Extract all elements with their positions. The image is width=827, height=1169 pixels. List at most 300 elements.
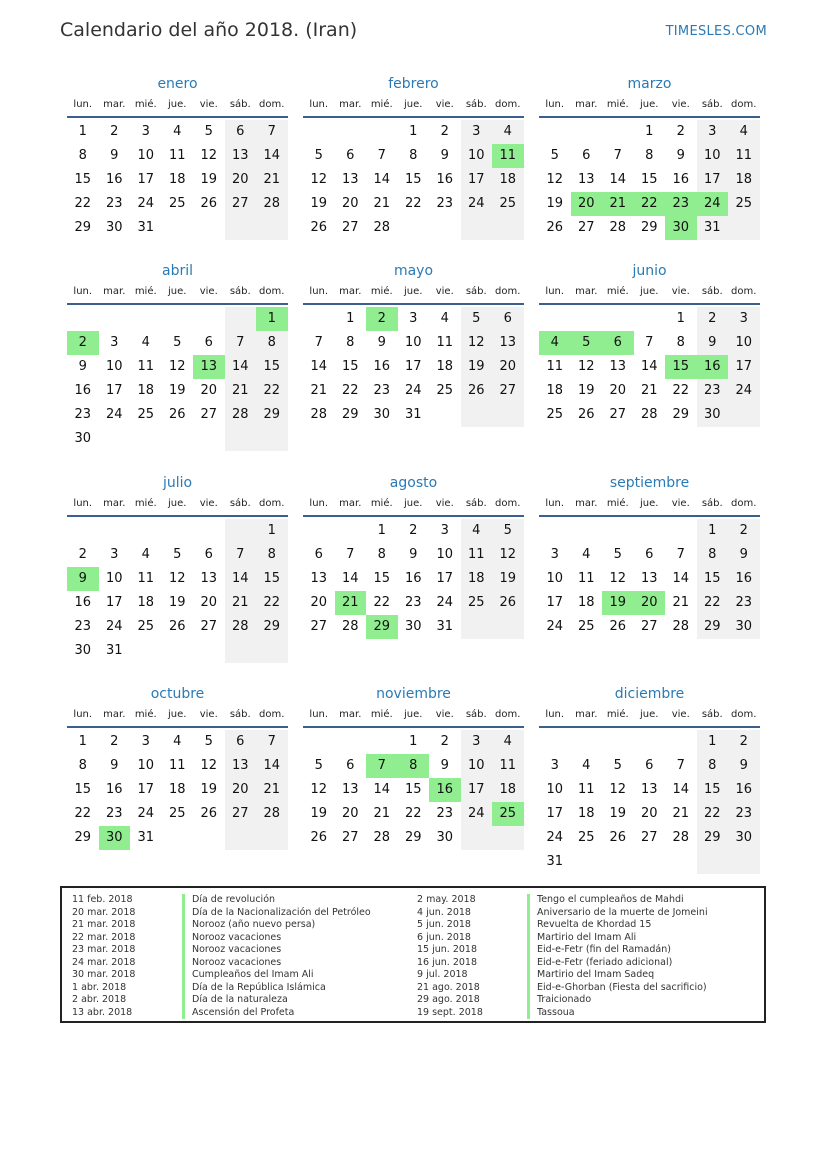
day-cell: 3: [461, 730, 493, 754]
day-cell: 17: [461, 778, 493, 802]
holiday-name: Norooz (año nuevo persa): [182, 919, 315, 932]
weekday-label: jue.: [168, 286, 187, 297]
day-cell: 24: [697, 192, 729, 216]
day-cell: 3: [141, 124, 150, 139]
day-cell: 9: [377, 335, 386, 350]
day-cell: 23: [436, 196, 454, 211]
month-name: agosto: [389, 475, 438, 491]
day-cell: 5: [314, 148, 323, 163]
legend-row: [417, 932, 757, 945]
empty-cell: [67, 307, 99, 331]
weekday-label: sáb.: [701, 498, 723, 509]
day-cell: 13: [200, 571, 218, 586]
weekday-label: lun.: [73, 286, 93, 297]
weekday-label: jue.: [640, 286, 659, 297]
weekday-label: dom.: [495, 498, 521, 509]
empty-cell: [162, 307, 194, 331]
empty-cell: [634, 850, 666, 874]
day-cell: 24: [105, 619, 123, 634]
weekday-label: mar.: [103, 709, 126, 720]
brand-logo[interactable]: TIMESLES.COM: [665, 24, 767, 39]
legend-row: [417, 907, 757, 920]
day-cell: 28: [341, 619, 359, 634]
day-cell: 6: [204, 547, 213, 562]
empty-cell: [162, 427, 194, 451]
day-cell: 11: [577, 782, 595, 797]
weekday-label: dom.: [731, 498, 757, 509]
empty-cell: [335, 730, 367, 754]
day-cell: 25: [577, 619, 595, 634]
day-cell: 27: [225, 802, 257, 826]
weekday-label: jue.: [640, 498, 659, 509]
day-cell: 6: [225, 120, 257, 144]
weekday-label: vie.: [199, 498, 218, 509]
month-name: junio: [632, 263, 667, 279]
weekday-label: mar.: [103, 498, 126, 509]
weekday-label: dom.: [259, 99, 285, 110]
day-cell: 13: [225, 754, 257, 778]
holiday-legend: [60, 886, 766, 1023]
day-cell: 5: [571, 331, 603, 355]
legend-row: [72, 907, 412, 920]
day-cell: 11: [137, 571, 155, 586]
day-cell: 2: [440, 734, 449, 749]
weekday-label: mié.: [606, 286, 629, 297]
day-cell: 10: [461, 754, 493, 778]
day-cell: 16: [672, 172, 690, 187]
empty-cell: [634, 730, 666, 754]
day-cell: 27: [200, 407, 218, 422]
day-cell: 3: [461, 120, 493, 144]
day-cell: 23: [665, 192, 697, 216]
month-julio: [67, 471, 288, 682]
day-cell: 30: [697, 403, 729, 427]
day-cell: 8: [676, 335, 685, 350]
empty-cell: [225, 519, 257, 543]
day-cell: 23: [74, 619, 92, 634]
empty-cell: [99, 307, 131, 331]
day-cell: 20: [492, 355, 524, 379]
month-name: marzo: [627, 76, 672, 92]
empty-cell: [303, 120, 335, 144]
weekday-label: jue.: [640, 99, 659, 110]
day-cell: 3: [110, 547, 119, 562]
day-cell: 5: [461, 307, 493, 331]
day-cell: 26: [461, 379, 493, 403]
weekday-label: mié.: [134, 286, 157, 297]
day-cell: 2: [676, 124, 685, 139]
month-junio: [539, 259, 760, 471]
day-cell: 23: [728, 591, 760, 615]
holiday-name: Día de la República Islámica: [182, 982, 326, 995]
day-cell: 31: [105, 643, 123, 658]
day-cell: 16: [697, 355, 729, 379]
day-cell: 28: [373, 830, 391, 845]
weekday-label: dom.: [259, 709, 285, 720]
empty-cell: [130, 307, 162, 331]
weekday-label: mar.: [339, 498, 362, 509]
month-septiembre: [539, 471, 760, 682]
day-cell: 2: [366, 307, 398, 331]
day-cell: 14: [373, 172, 391, 187]
day-cell: 1: [256, 519, 288, 543]
day-cell: 15: [697, 567, 729, 591]
month-name: noviembre: [376, 686, 451, 702]
month-mayo: [303, 259, 524, 471]
legend-row: [72, 944, 412, 957]
day-cell: 31: [546, 854, 564, 869]
day-cell: 8: [697, 754, 729, 778]
day-cell: 19: [461, 355, 493, 379]
day-cell: 14: [672, 571, 690, 586]
day-cell: 29: [341, 407, 359, 422]
month-febrero: [303, 72, 524, 259]
day-cell: 1: [409, 734, 418, 749]
weekday-label: lun.: [309, 498, 329, 509]
day-cell: 2: [409, 523, 418, 538]
legend-row: [417, 994, 757, 1007]
day-grid: [303, 519, 524, 639]
day-cell: 10: [436, 547, 454, 562]
weekday-label: sáb.: [229, 709, 251, 720]
weekday-label: dom.: [495, 99, 521, 110]
month-name: enero: [157, 76, 198, 92]
day-cell: 21: [373, 806, 391, 821]
weekday-label: jue.: [404, 286, 423, 297]
day-cell: 19: [168, 383, 186, 398]
day-cell: 31: [137, 830, 155, 845]
legend-row: [417, 894, 757, 907]
day-cell: 24: [461, 802, 493, 826]
day-cell: 23: [105, 806, 123, 821]
day-cell: 22: [672, 383, 690, 398]
day-cell: 1: [256, 307, 288, 331]
day-cell: 27: [310, 619, 328, 634]
day-cell: 22: [341, 383, 359, 398]
day-cell: 11: [492, 754, 524, 778]
day-cell: 20: [225, 778, 257, 802]
weekday-label: sáb.: [229, 286, 251, 297]
empty-cell: [571, 850, 603, 874]
holiday-date: 16 jun. 2018: [417, 956, 478, 968]
day-cell: 28: [672, 619, 690, 634]
weekday-label: mié.: [606, 709, 629, 720]
day-cell: 24: [461, 192, 493, 216]
weekday-label: dom.: [495, 286, 521, 297]
day-cell: 19: [310, 806, 328, 821]
day-cell: 19: [492, 567, 524, 591]
day-cell: 11: [168, 148, 186, 163]
day-cell: 8: [398, 754, 430, 778]
day-cell: 11: [137, 359, 155, 374]
empty-cell: [193, 216, 225, 240]
weekday-label: lun.: [309, 99, 329, 110]
day-cell: 23: [404, 595, 422, 610]
day-cell: 18: [461, 567, 493, 591]
weekday-label: lun.: [73, 99, 93, 110]
legend-row: [72, 919, 412, 932]
weekday-label: mié.: [370, 286, 393, 297]
day-grid: [539, 519, 760, 639]
day-cell: 18: [577, 595, 595, 610]
holiday-name: Día de la naturaleza: [182, 994, 288, 1007]
day-cell: 16: [728, 567, 760, 591]
day-cell: 29: [256, 403, 288, 427]
day-cell: 14: [373, 782, 391, 797]
weekday-label: sáb.: [465, 99, 487, 110]
empty-cell: [429, 216, 461, 240]
weekday-header: [539, 94, 760, 118]
day-cell: 9: [728, 543, 760, 567]
empty-cell: [602, 850, 634, 874]
day-cell: 3: [440, 523, 449, 538]
day-cell: 2: [697, 307, 729, 331]
day-cell: 28: [256, 802, 288, 826]
day-cell: 9: [697, 331, 729, 355]
day-cell: 14: [310, 359, 328, 374]
weekday-label: lun.: [73, 498, 93, 509]
day-cell: 16: [105, 172, 123, 187]
day-cell: 8: [697, 543, 729, 567]
weekday-header: [67, 281, 288, 305]
day-cell: 20: [341, 806, 359, 821]
weekday-label: mié.: [134, 498, 157, 509]
day-cell: 7: [676, 547, 685, 562]
day-cell: 23: [728, 802, 760, 826]
weekday-header: [303, 704, 524, 728]
empty-cell: [193, 307, 225, 331]
day-cell: 29: [697, 615, 729, 639]
empty-cell: [728, 403, 760, 427]
month-abril: [67, 259, 288, 471]
day-cell: 7: [225, 331, 257, 355]
weekday-label: lun.: [545, 286, 565, 297]
holiday-name: Eid-e-Fetr (fin del Ramadán): [527, 944, 671, 957]
weekday-label: jue.: [168, 99, 187, 110]
day-cell: 21: [225, 591, 257, 615]
day-cell: 17: [461, 168, 493, 192]
day-cell: 20: [640, 806, 658, 821]
day-cell: 9: [110, 148, 119, 163]
day-cell: 3: [141, 734, 150, 749]
day-cell: 1: [78, 734, 87, 749]
day-cell: 27: [225, 192, 257, 216]
day-cell: 15: [341, 359, 359, 374]
day-cell: 16: [728, 778, 760, 802]
weekday-header: [539, 704, 760, 728]
holiday-name: Ascensión del Profeta: [182, 1007, 294, 1020]
weekday-label: vie.: [435, 99, 454, 110]
empty-cell: [225, 826, 257, 850]
day-cell: 16: [436, 172, 454, 187]
day-cell: 15: [697, 778, 729, 802]
day-cell: 27: [640, 830, 658, 845]
day-cell: 16: [404, 571, 422, 586]
day-cell: 22: [256, 591, 288, 615]
weekday-label: lun.: [545, 498, 565, 509]
day-cell: 6: [346, 148, 355, 163]
day-cell: 28: [373, 220, 391, 235]
day-cell: 19: [168, 595, 186, 610]
weekday-label: sáb.: [229, 498, 251, 509]
day-cell: 10: [137, 758, 155, 773]
day-cell: 12: [168, 571, 186, 586]
day-cell: 4: [728, 120, 760, 144]
day-cell: 2: [78, 547, 87, 562]
day-cell: 9: [676, 148, 685, 163]
day-cell: 16: [74, 595, 92, 610]
weekday-label: mar.: [339, 286, 362, 297]
day-cell: 3: [728, 307, 760, 331]
day-cell: 21: [640, 383, 658, 398]
empty-cell: [99, 427, 131, 451]
empty-cell: [130, 427, 162, 451]
day-cell: 5: [314, 758, 323, 773]
day-cell: 25: [492, 192, 524, 216]
day-cell: 12: [461, 331, 493, 355]
empty-cell: [67, 519, 99, 543]
day-cell: 6: [645, 758, 654, 773]
day-cell: 18: [137, 383, 155, 398]
day-cell: 27: [492, 379, 524, 403]
day-cell: 15: [404, 782, 422, 797]
day-cell: 23: [697, 379, 729, 403]
day-cell: 25: [137, 407, 155, 422]
holiday-name: Martirio del Imam Sadeq: [527, 969, 654, 982]
day-cell: 24: [436, 595, 454, 610]
weekday-label: jue.: [404, 709, 423, 720]
day-cell: 8: [346, 335, 355, 350]
day-cell: 12: [609, 571, 627, 586]
day-cell: 5: [204, 734, 213, 749]
empty-cell: [429, 403, 461, 427]
day-cell: 4: [582, 758, 591, 773]
weekday-label: mié.: [370, 498, 393, 509]
empty-cell: [193, 427, 225, 451]
weekday-label: vie.: [435, 286, 454, 297]
day-cell: 21: [256, 778, 288, 802]
day-cell: 24: [546, 619, 564, 634]
day-cell: 27: [200, 619, 218, 634]
weekday-label: vie.: [199, 286, 218, 297]
empty-cell: [256, 427, 288, 451]
empty-cell: [130, 639, 162, 663]
day-cell: 21: [335, 591, 367, 615]
weekday-label: dom.: [731, 99, 757, 110]
day-cell: 9: [728, 754, 760, 778]
weekday-label: lun.: [545, 709, 565, 720]
holiday-name: Martirio del Imam Ali: [527, 932, 636, 945]
day-cell: 19: [577, 383, 595, 398]
day-cell: 21: [310, 383, 328, 398]
legend-row: [417, 919, 757, 932]
day-cell: 7: [366, 754, 398, 778]
holiday-date: 29 ago. 2018: [417, 994, 480, 1005]
holiday-date: 21 ago. 2018: [417, 981, 480, 993]
holiday-date: 13 abr. 2018: [72, 1006, 133, 1018]
day-cell: 25: [492, 802, 524, 826]
holiday-name: Eid-e-Ghorban (Fiesta del sacrificio): [527, 982, 707, 995]
empty-cell: [571, 730, 603, 754]
day-cell: 31: [436, 619, 454, 634]
day-cell: 11: [492, 144, 524, 168]
day-grid: [67, 307, 288, 451]
day-cell: 5: [613, 758, 622, 773]
day-cell: 22: [634, 192, 666, 216]
day-cell: 6: [492, 307, 524, 331]
day-cell: 30: [99, 826, 131, 850]
day-cell: 28: [640, 407, 658, 422]
day-cell: 28: [310, 407, 328, 422]
day-cell: 11: [436, 335, 454, 350]
empty-cell: [256, 639, 288, 663]
empty-cell: [492, 216, 524, 240]
day-cell: 30: [74, 431, 92, 446]
day-cell: 10: [105, 571, 123, 586]
day-cell: 13: [577, 172, 595, 187]
day-cell: 30: [105, 220, 123, 235]
day-cell: 25: [168, 806, 186, 821]
day-cell: 27: [341, 830, 359, 845]
holiday-date: 20 mar. 2018: [72, 906, 136, 918]
day-cell: 21: [672, 595, 690, 610]
empty-cell: [634, 307, 666, 331]
empty-cell: [335, 120, 367, 144]
day-cell: 28: [609, 220, 627, 235]
weekday-label: mié.: [606, 498, 629, 509]
holiday-name: Norooz vacaciones: [182, 944, 281, 957]
month-diciembre: [539, 682, 760, 887]
holiday-name: Cumpleaños del Imam Ali: [182, 969, 314, 982]
day-cell: 26: [310, 220, 328, 235]
day-cell: 12: [200, 148, 218, 163]
day-cell: 7: [346, 547, 355, 562]
day-cell: 1: [377, 523, 386, 538]
empty-cell: [162, 826, 194, 850]
day-cell: 17: [137, 172, 155, 187]
legend-row: [417, 982, 757, 995]
weekday-label: mar.: [575, 498, 598, 509]
empty-cell: [162, 639, 194, 663]
day-cell: 9: [67, 567, 99, 591]
day-cell: 29: [74, 220, 92, 235]
day-cell: 26: [168, 619, 186, 634]
day-cell: 19: [310, 196, 328, 211]
empty-cell: [571, 120, 603, 144]
day-cell: 28: [672, 830, 690, 845]
holiday-name: Día de revolución: [182, 894, 275, 907]
legend-row: [72, 957, 412, 970]
day-cell: 1: [697, 519, 729, 543]
month-name: febrero: [388, 76, 439, 92]
day-cell: 22: [74, 806, 92, 821]
month-marzo: [539, 72, 760, 259]
day-cell: 7: [256, 120, 288, 144]
empty-cell: [303, 307, 335, 331]
holiday-date: 11 feb. 2018: [72, 894, 133, 905]
day-cell: 1: [78, 124, 87, 139]
weekday-label: vie.: [671, 498, 690, 509]
weekday-label: vie.: [671, 709, 690, 720]
day-cell: 4: [141, 547, 150, 562]
day-cell: 15: [404, 172, 422, 187]
month-name: octubre: [150, 686, 205, 702]
day-cell: 10: [461, 144, 493, 168]
weekday-label: mié.: [370, 709, 393, 720]
day-cell: 9: [440, 148, 449, 163]
day-cell: 22: [373, 595, 391, 610]
day-cell: 3: [409, 311, 418, 326]
